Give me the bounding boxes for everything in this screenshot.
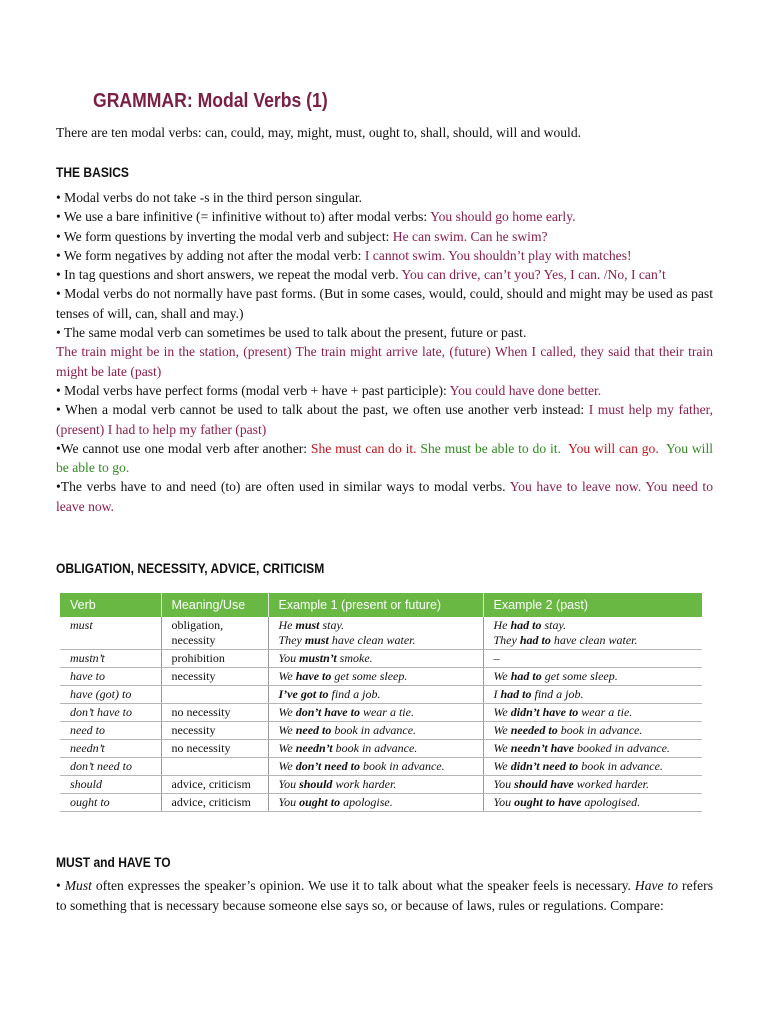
modal-form: ought to have <box>514 795 582 809</box>
modal-form: I’ve got to <box>278 687 329 701</box>
verb-cell: have to <box>60 668 161 686</box>
table-row <box>60 686 702 704</box>
example-text: The train might be in the station, (present) The train might arrive late, (future) When I called, they said that their train might be late (past) <box>56 344 713 379</box>
column-header: Meaning/Use <box>161 593 268 617</box>
list-item <box>56 439 713 478</box>
list-item <box>56 188 713 207</box>
example-text: You should go home early. <box>430 209 576 225</box>
modal-verbs-table <box>60 593 702 812</box>
paragraph-text: often expresses the speaker’s opinion. We use it to talk about what the speaker feels is necessary. <box>91 878 635 893</box>
example-text: We <box>493 723 511 737</box>
list-item <box>56 284 713 323</box>
modal-form: don’t have to <box>295 705 360 719</box>
verb-cell: needn’t <box>60 740 161 758</box>
example-text: wear a tie. <box>359 705 414 719</box>
example-text: He can swim. Can he swim? <box>392 228 548 244</box>
modal-form: needed to <box>510 723 558 737</box>
example-text: You <box>493 795 515 809</box>
modal-verbs-table-wrapper <box>60 593 702 812</box>
term-must: Must <box>64 878 92 893</box>
meaning-cell: necessity <box>161 668 268 686</box>
example-past-cell <box>483 686 702 704</box>
modal-form: must <box>304 633 329 647</box>
modal-form: needn’t have <box>510 741 574 755</box>
incorrect-example: She must can do it. <box>310 440 417 456</box>
bullet-text: •We cannot use one modal verb after another: <box>56 440 308 456</box>
example-past-cell <box>483 776 702 794</box>
example-text: book in advance. <box>332 741 418 755</box>
table-row <box>60 758 702 776</box>
verb-cell: need to <box>60 722 161 740</box>
meaning-cell <box>161 758 268 776</box>
correct-example: You will be able to go. <box>56 440 714 476</box>
example-text: find a job. <box>531 687 584 701</box>
example-text: We <box>493 669 511 683</box>
example-text: smoke. <box>336 651 373 665</box>
example-text: booked in advance. <box>573 741 670 755</box>
example-text: We <box>493 705 511 719</box>
modal-form: should have <box>514 777 574 791</box>
example-text: He <box>278 618 296 632</box>
example-past-cell <box>483 704 702 722</box>
example-present-cell <box>268 794 483 812</box>
list-item <box>56 323 713 342</box>
table-header-row <box>60 593 702 617</box>
table-row <box>60 704 702 722</box>
example-text: You <box>278 651 300 665</box>
incorrect-example: You will can go. <box>568 440 659 456</box>
meaning-cell: obligation, necessity <box>161 617 268 650</box>
example-text: They <box>493 633 520 647</box>
example-past-cell <box>483 740 702 758</box>
verb-cell: should <box>60 776 161 794</box>
example-text: stay. <box>541 618 567 632</box>
example-present-cell <box>268 686 483 704</box>
paragraph-text: refers to something that is necessary because someone else says so, or because of laws, rules or regulations. Compare: <box>56 878 713 913</box>
must-have-section <box>56 876 713 915</box>
table-body <box>60 617 702 812</box>
example-present-cell <box>268 668 483 686</box>
example-text: He <box>493 618 511 632</box>
example-present-cell <box>268 758 483 776</box>
table-row <box>60 776 702 794</box>
column-header: Example 2 (past) <box>483 593 702 617</box>
table-row <box>60 794 702 812</box>
example-text: We <box>278 723 296 737</box>
example-text: have clean water. <box>550 633 638 647</box>
bullet-text: • When a modal verb cannot be used to talk about the past, we often use another verb instead: <box>56 402 585 418</box>
verb-cell: ought to <box>60 794 161 812</box>
example-text: You <box>278 777 300 791</box>
table-row <box>60 668 702 686</box>
modal-form: have to <box>295 669 332 683</box>
example-text: apologise. <box>340 795 393 809</box>
table-row <box>60 617 702 650</box>
bullet-text: • Modal verbs have perfect forms (modal verb + have + past participle): <box>56 382 447 398</box>
example-past-cell <box>483 722 702 740</box>
list-item <box>56 342 713 381</box>
example-present-cell <box>268 650 483 668</box>
bullet-text: • Modal verbs do not take -s in the third person singular. <box>56 190 363 205</box>
example-present-cell <box>268 740 483 758</box>
must-have-heading: MUST and HAVE TO <box>56 854 171 870</box>
modal-form: didn’t need to <box>510 759 579 773</box>
basics-list <box>56 188 713 516</box>
example-text: book in advance. <box>359 759 445 773</box>
example-text: You <box>278 795 300 809</box>
verb-cell: don’t have to <box>60 704 161 722</box>
meaning-cell: no necessity <box>161 704 268 722</box>
meaning-cell <box>161 686 268 704</box>
meaning-cell: prohibition <box>161 650 268 668</box>
example-text: worked harder. <box>573 777 649 791</box>
example-text: stay. <box>319 618 345 632</box>
list-item <box>56 477 713 516</box>
example-text: We <box>278 741 296 755</box>
example-past-cell <box>483 650 702 668</box>
example-text: apologised. <box>581 795 641 809</box>
example-text: We <box>278 669 296 683</box>
example-text: book in advance. <box>578 759 663 773</box>
list-item <box>56 246 713 265</box>
example-text: I cannot swim. You shouldn’t play with matches! <box>364 247 632 263</box>
table-row <box>60 740 702 758</box>
modal-form: should <box>299 777 333 791</box>
verb-cell: don’t need to <box>60 758 161 776</box>
example-text: – <box>493 651 500 665</box>
example-text: book in advance. <box>331 723 417 737</box>
modal-form: don’t need to <box>295 759 360 773</box>
example-text: They <box>278 633 305 647</box>
example-present-cell <box>268 704 483 722</box>
correct-example: She must be able to do it. <box>420 440 561 456</box>
example-text: We <box>493 759 511 773</box>
modal-form: needn’t <box>295 741 333 755</box>
table-row <box>60 650 702 668</box>
list-item <box>56 381 713 400</box>
term-have-to: Have to <box>634 878 679 893</box>
example-text: I must help my father, (present) I had to help my father (past) <box>56 402 713 437</box>
modal-form: had to <box>510 669 542 683</box>
verb-cell: must <box>60 617 161 650</box>
modal-form: had to <box>500 687 532 701</box>
example-text: book in advance. <box>557 723 643 737</box>
basics-heading: THE BASICS <box>56 164 129 180</box>
modal-form: didn’t have to <box>510 705 579 719</box>
example-past-cell <box>483 668 702 686</box>
example-past-cell <box>483 758 702 776</box>
page-title: GRAMMAR: Modal Verbs (1) <box>93 90 328 112</box>
example-text: You can drive, can’t you? Yes, I can. /No, I can’t <box>401 267 666 283</box>
intro-paragraph: There are ten modal verbs: can, could, may, might, must, ought to, shall, should, will and would. <box>56 125 582 140</box>
modal-form: need to <box>295 723 332 737</box>
bullet-text: •The verbs have to and need (to) are often used in similar ways to modal verbs. <box>56 479 506 495</box>
table-row <box>60 722 702 740</box>
meaning-cell: no necessity <box>161 740 268 758</box>
column-header: Verb <box>60 593 161 617</box>
example-text: You could have done better. <box>449 382 602 398</box>
example-text: We <box>493 741 511 755</box>
example-text: get some sleep. <box>541 669 618 683</box>
example-past-cell <box>483 617 702 650</box>
bullet-marker: • <box>56 878 65 893</box>
example-text: get some sleep. <box>331 669 408 683</box>
bullet-text: • Modal verbs do not normally have past forms. (But in some cases, would, could, should and might may be used as past tenses of will, can, shall and may.) <box>56 286 713 321</box>
example-text: I <box>493 687 501 701</box>
bullet-text: • The same modal verb can sometimes be used to talk about the present, future or past. <box>56 325 527 341</box>
example-text: wear a tie. <box>578 705 633 719</box>
list-item <box>56 265 713 284</box>
example-text: find a job. <box>328 687 381 701</box>
example-text: You have to leave now. You need to leave now. <box>56 479 714 514</box>
bullet-text: • We use a bare infinitive (= infinitive without to) after modal verbs: <box>56 209 428 225</box>
verb-cell: have (got) to <box>60 686 161 704</box>
obligation-heading: OBLIGATION, NECESSITY, ADVICE, CRITICISM <box>56 560 325 576</box>
column-header: Example 1 (present or future) <box>268 593 483 617</box>
meaning-cell: necessity <box>161 722 268 740</box>
bullet-text: • In tag questions and short answers, we repeat the modal verb. <box>56 267 399 283</box>
example-present-cell <box>268 722 483 740</box>
modal-form: ought to <box>299 795 341 809</box>
list-item <box>56 876 713 915</box>
example-present-cell <box>268 617 483 650</box>
example-text: We <box>278 705 296 719</box>
list-item <box>56 227 713 246</box>
modal-form: had to <box>510 618 542 632</box>
modal-form: must <box>295 618 320 632</box>
verb-cell: mustn’t <box>60 650 161 668</box>
list-item <box>56 400 713 439</box>
example-text: We <box>278 759 296 773</box>
list-item <box>56 207 713 226</box>
bullet-text: • We form questions by inverting the modal verb and subject: <box>56 228 390 244</box>
bullet-text: • We form negatives by adding not after the modal verb: <box>56 247 362 263</box>
example-past-cell <box>483 794 702 812</box>
meaning-cell: advice, criticism <box>161 776 268 794</box>
modal-form: mustn’t <box>299 651 337 665</box>
meaning-cell: advice, criticism <box>161 794 268 812</box>
example-text: work harder. <box>332 777 397 791</box>
example-present-cell <box>268 776 483 794</box>
example-text: You <box>493 777 515 791</box>
example-text: have clean water. <box>328 633 416 647</box>
modal-form: had to <box>519 633 551 647</box>
